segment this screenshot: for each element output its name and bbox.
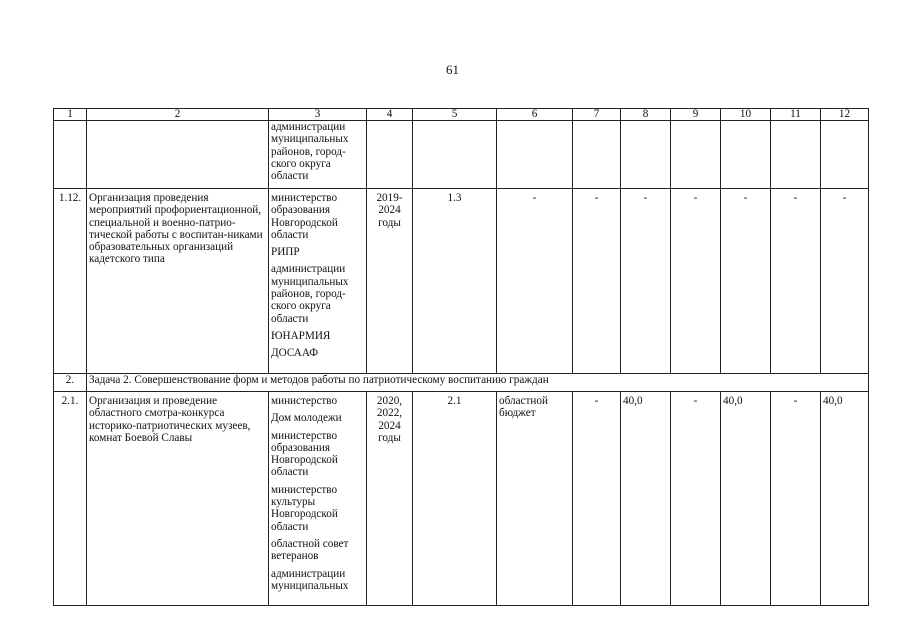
source-cell: [497, 121, 573, 189]
row-number-cell: [54, 121, 87, 189]
value-cell: -: [621, 189, 671, 374]
executor-name: РИПР: [271, 246, 300, 259]
column-number: 10: [721, 109, 771, 121]
column-number-row: [54, 109, 869, 121]
column-number: 12: [821, 109, 869, 121]
activity-text: Организация и проведение областного смотра-конкурса историко-патриотических музеев, комнат Боевой Славы: [87, 392, 269, 606]
row-number: 2.1.: [54, 392, 87, 606]
executor-name: ДОСААФ: [271, 347, 319, 360]
executor-name: министерство образования Новгородской области: [271, 429, 338, 479]
source-text: -: [497, 189, 573, 374]
executor-name: министерство: [271, 395, 338, 407]
executor-name: администрации муниципальных: [271, 567, 349, 592]
column-number: 1: [54, 109, 87, 121]
executor-cell: [269, 121, 367, 189]
executor-cell: [269, 189, 367, 374]
table-row-continuation: [54, 121, 869, 189]
activity-text: Организация проведения мероприятий профориентационной, специальной и военно-патрио-тической работы с воспитан-никами образовательных организаций кадетского типа: [87, 189, 269, 374]
value-cell: -: [771, 392, 821, 606]
column-number: 5: [413, 109, 497, 121]
column-number: 4: [367, 109, 413, 121]
value-cell: [671, 121, 721, 189]
value-cell: 40,0: [621, 392, 671, 606]
column-number: 2: [87, 109, 269, 121]
value-cell: [821, 121, 869, 189]
years-text: 2020, 2022, 2024 годы: [367, 392, 413, 606]
value-cell: -: [671, 392, 721, 606]
page-number: 61: [446, 62, 459, 77]
activities-table: [53, 108, 869, 606]
value-cell: -: [721, 189, 771, 374]
row-number: 2.: [54, 374, 87, 392]
years-text: 2019-2024 годы: [367, 189, 413, 374]
indicator-cell: [413, 121, 497, 189]
value-cell: [721, 121, 771, 189]
table-row-2-1: [54, 392, 869, 606]
indicator-text: 1.3: [413, 189, 497, 374]
executor-name: ЮНАРМИЯ: [271, 329, 331, 342]
executor-cell: [269, 392, 367, 606]
task-row-2: [54, 374, 869, 392]
table-row-1-12: [54, 189, 869, 374]
value-cell: -: [573, 189, 621, 374]
value-cell: 40,0: [721, 392, 771, 606]
column-number: 8: [621, 109, 671, 121]
column-number: 11: [771, 109, 821, 121]
value-cell: 40,0: [821, 392, 869, 606]
column-number: 7: [573, 109, 621, 121]
executor-name: администрации муниципальных районов, город-ского округа области: [271, 121, 349, 183]
value-cell: [621, 121, 671, 189]
executor-name: областной совет ветеранов: [271, 537, 349, 563]
executor-name: Дом молодежи: [271, 412, 342, 425]
row-number: 1.12.: [54, 189, 87, 374]
value-cell: -: [771, 189, 821, 374]
executor-name: администрации муниципальных районов, город-ского округа области: [271, 263, 349, 325]
column-number: 6: [497, 109, 573, 121]
activity-cell: [87, 121, 269, 189]
source-text: областной бюджет: [497, 392, 573, 606]
column-number: 3: [269, 109, 367, 121]
value-cell: -: [573, 392, 621, 606]
years-cell: [367, 121, 413, 189]
value-cell: [573, 121, 621, 189]
executor-name: министерство культуры Новгородской области: [271, 483, 338, 533]
column-number: 9: [671, 109, 721, 121]
value-cell: -: [821, 189, 869, 374]
value-cell: -: [671, 189, 721, 374]
value-cell: [771, 121, 821, 189]
executor-name: министерство образования Новгородской области: [271, 192, 338, 241]
task-heading: Задача 2. Совершенствование форм и методов работы по патриотическому воспитанию граждан: [87, 374, 869, 392]
indicator-text: 2.1: [413, 392, 497, 606]
